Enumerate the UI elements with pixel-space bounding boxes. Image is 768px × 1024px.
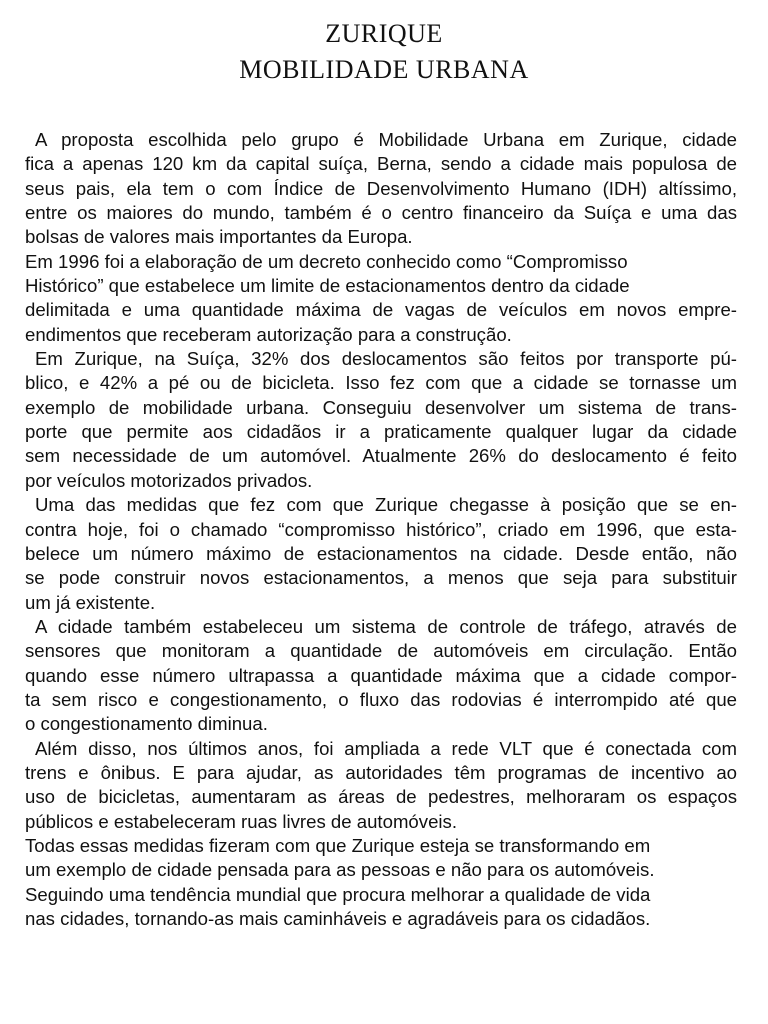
text-line: Em Zurique, na Suíça, 32% dos deslocamentos são feitos por transporte pú- bbox=[35, 348, 737, 370]
text-line: delimitada e uma quantidade máxima de vagas de veículos em novos empre- bbox=[25, 299, 737, 321]
text-line: Histórico” que estabelece um limite de estacionamentos dentro da cidade bbox=[25, 275, 630, 297]
text-line: por veículos motorizados privados. bbox=[25, 469, 313, 491]
text-line: Seguindo uma tendência mundial que procura melhorar a qualidade de vida bbox=[25, 883, 651, 905]
text-line: um já existente. bbox=[25, 591, 156, 613]
text-line: fica a apenas 120 km da capital suíça, Berna, sendo a cidade mais populosa de bbox=[25, 153, 737, 175]
text-line: exemplo de mobilidade urbana. Conseguiu desenvolver um sistema de trans- bbox=[25, 396, 737, 418]
text-line: A proposta escolhida pelo grupo é Mobilidade Urbana em Zurique, cidade bbox=[35, 129, 737, 150]
text-line: ta sem risco e congestionamento, o fluxo das rodovias é interrompido até que bbox=[25, 688, 737, 710]
document-body bbox=[25, 128, 737, 931]
text-line: Uma das medidas que fez com que Zurique chegasse à posição que se en- bbox=[35, 494, 737, 516]
text-line: Além disso, nos últimos anos, foi ampliada a rede VLT que é conectada com bbox=[35, 737, 737, 759]
text-line: belece um número máximo de estacionamentos na cidade. Desde então, não bbox=[25, 542, 737, 564]
text-line: bolsas de valores mais importantes da Europa. bbox=[25, 226, 413, 248]
text-line: públicos e estabeleceram ruas livres de automóveis. bbox=[25, 810, 458, 832]
text-line: o congestionamento diminua. bbox=[25, 713, 268, 735]
text-line: blico, e 42% a pé ou de bicicleta. Isso fez com que a cidade se tornasse um bbox=[25, 372, 737, 394]
text-line: nas cidades, tornando-as mais caminháveis e agradáveis para os cidadãos. bbox=[25, 908, 651, 929]
text-line: endimentos que receberam autorização para a construção. bbox=[25, 323, 512, 345]
text-line: Em 1996 foi a elaboração de um decreto conhecido como “Compromisso bbox=[25, 250, 628, 272]
text-line: seus pais, ela tem o com Índice de Desenvolvimento Humano (IDH) altíssimo, bbox=[25, 177, 737, 199]
text-line: sem necessidade de um automóvel. Atualmente 26% do deslocamento é feito bbox=[25, 445, 737, 467]
text-line: um exemplo de cidade pensada para as pessoas e não para os automóveis. bbox=[25, 859, 655, 881]
text-line: trens e ônibus. E para ajudar, as autoridades têm programas de incentivo ao bbox=[25, 761, 737, 783]
text-line: Todas essas medidas fizeram com que Zurique esteja se transformando em bbox=[25, 834, 651, 856]
text-line: quando esse número ultrapassa a quantidade máxima que a cidade compor- bbox=[25, 664, 737, 686]
document-title: ZURIQUE bbox=[325, 19, 443, 48]
document-subtitle: MOBILIDADE URBANA bbox=[239, 55, 529, 84]
text-line: uso de bicicletas, aumentaram as áreas de pedestres, melhoraram os espaços bbox=[25, 786, 737, 808]
text-line: entre os maiores do mundo, também é o centro financeiro da Suíça e uma das bbox=[25, 202, 737, 224]
text-line: se pode construir novos estacionamentos, a menos que seja para substituir bbox=[25, 567, 737, 589]
text-line: sensores que monitoram a quantidade de automóveis em circulação. Então bbox=[25, 640, 737, 662]
text-line: contra hoje, foi o chamado “compromisso histórico”, criado em 1996, que esta- bbox=[25, 518, 737, 540]
text-line: porte que permite aos cidadãos ir a praticamente qualquer lugar da cidade bbox=[25, 421, 737, 443]
text-line: A cidade também estabeleceu um sistema de controle de tráfego, através de bbox=[35, 615, 737, 637]
